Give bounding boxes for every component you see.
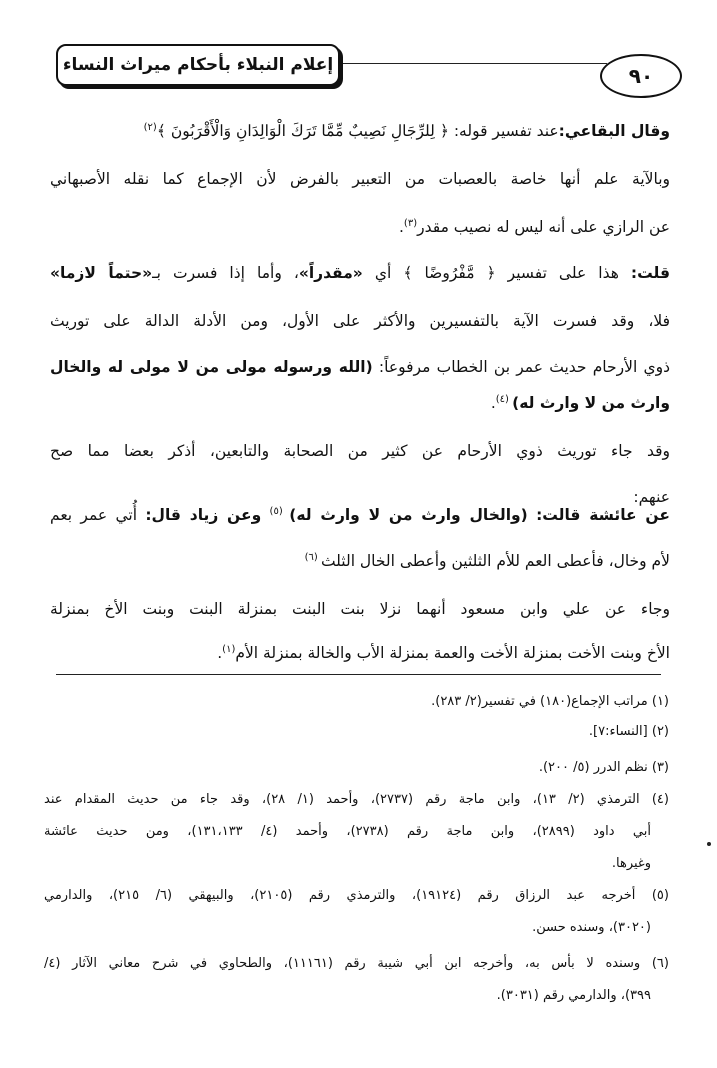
footnote-line: ٣٩٩)، والدارمي رقم (٣٠٣١). — [496, 988, 651, 1003]
footnote-ref: (٥) — [269, 505, 290, 517]
text-run: وبالآية علم أنها خاصة بالعصبات من التعبير بالفرض لأن الإجماع كما نقله الأصبهاني — [50, 170, 670, 188]
book-title: إعلام النبلاء بأحكام ميراث النساء — [56, 44, 340, 86]
text-run: ، وأما إذا فسرت بـ — [152, 264, 299, 282]
quran-quote: ﴿ لِلرِّجَالِ نَصِيبٌ مِّمَّا تَرَكَ الْوَالِدَانِ وَالْأَقْرَبُونَ ﴾ — [156, 122, 449, 140]
text-run: أي — [362, 264, 404, 282]
footnote-separator — [56, 674, 661, 675]
footnote-line: (٦) وسنده لا بأس به، وأخرجه ابن أبي شيبة رقم (١١١٦١)، والطحاوي في شرح معاني الآثار (٤/ — [44, 956, 669, 971]
body-line — [50, 156, 670, 202]
footnote-ref: (٣) — [403, 217, 418, 229]
text-run: . — [398, 218, 404, 236]
body-line — [50, 538, 670, 584]
text-run: هذا على تفسير — [495, 264, 631, 282]
text-run: وارث من لا وارث له) — [512, 394, 670, 412]
text-run: الأخ وبنت الأخت بمنزلة الأخت والعمة بمنزلة الأب والخالة بمنزلة الأم — [235, 644, 670, 662]
footnote-ref: (١) — [222, 643, 236, 655]
text-run: وجاء عن علي وابن مسعود أنهما نزلا بنت البنت بمنزلة البنت وبنت الأخ بمنزلة — [50, 600, 670, 618]
text-run: أُتي عمر بعم — [50, 506, 146, 524]
text-run: (والخال وارث من لا وارث له) — [289, 506, 528, 524]
footnote-ref: (٦) — [304, 551, 321, 563]
footnote-line: (٥) أخرجه عبد الرزاق رقم (١٩١٢٤)، والترمذي رقم (٢١٠٥)، والبيهقي (٦/ ٢١٥)، والدارمي — [44, 888, 669, 903]
page-number: ٩٠ — [600, 54, 682, 98]
footnote-line: (٣) نظم الدرر (٥/ ٢٠٠). — [538, 760, 669, 775]
footnote-line: وغيرها. — [611, 856, 651, 871]
text-run: عن عائشة قالت: — [536, 506, 670, 524]
text-run: وقد جاء توريث ذوي الأرحام عن كثير من الصحابة والتابعين، أذكر بعضا مما صح — [50, 442, 670, 460]
text-run: وعن زياد قال: — [145, 506, 262, 524]
body-line — [50, 380, 670, 426]
text-run: «مقدراً» — [298, 264, 363, 282]
text-run — [261, 506, 269, 524]
header-rule — [330, 63, 607, 64]
footnote-line: (٤) الترمذي (٢/ ١٣)، وابن ماجة رقم (٢٧٣٧)، وأحمد (١/ ٢٨)، وقد جاء من حديث المقدام عند — [44, 792, 669, 807]
footnote-line: (٣٠٢٠)، وسنده حسن. — [532, 920, 651, 935]
margin-dot — [707, 842, 711, 846]
text-run: قلت: — [630, 264, 671, 282]
footnote-ref: (٢) — [143, 121, 157, 133]
text-run: وقال البقاعي: — [558, 122, 670, 140]
body-line — [50, 298, 670, 344]
footnote-line: (١) مراتب الإجماع(١٨٠) في تفسير(٢/ ٢٨٣). — [431, 694, 669, 709]
text-run: عنهم: — [633, 488, 670, 506]
text-run: عند تفسير قوله: — [448, 122, 559, 140]
body-line — [50, 586, 670, 632]
text-run: . — [217, 644, 223, 662]
text-run: «حتماً لازما» — [50, 264, 153, 282]
text-run: عن الرازي على أنه ليس له نصيب مقدر — [417, 218, 670, 236]
footnote-line: أبي داود (٢٨٩٩)، وابن ماجة رقم (٢٧٣٨)، وأحمد (٤/ ١٣١،١٣٣)، ومن حديث عائشة — [44, 824, 651, 839]
footnote-line: (٢) [النساء:٧]. — [588, 724, 669, 739]
footnote-ref: (٤) — [495, 393, 513, 405]
body-line — [50, 428, 670, 474]
text-run — [528, 506, 536, 524]
body-line — [50, 492, 670, 538]
body-line — [50, 204, 670, 250]
text-run: ذوي الأرحام حديث عمر بن الخطاب مرفوعاً: — [372, 358, 670, 376]
body-line — [50, 250, 670, 296]
text-run: فلا، وقد فسرت الآية بالتفسيرين والأكثر على الأول، ومن الأدلة الدالة على توريث — [50, 312, 670, 330]
body-line — [50, 630, 670, 676]
quran-quote: ﴿ مَّفْرُوضًا ﴾ — [403, 264, 496, 282]
text-run: لأم وخال، فأعطى العم للأم الثلثين وأعطى الخال الثلث — [320, 552, 670, 570]
text-run: . — [490, 394, 496, 412]
text-run: (الله ورسوله مولى من لا مولى له والخال — [50, 358, 373, 376]
body-line — [50, 108, 670, 154]
